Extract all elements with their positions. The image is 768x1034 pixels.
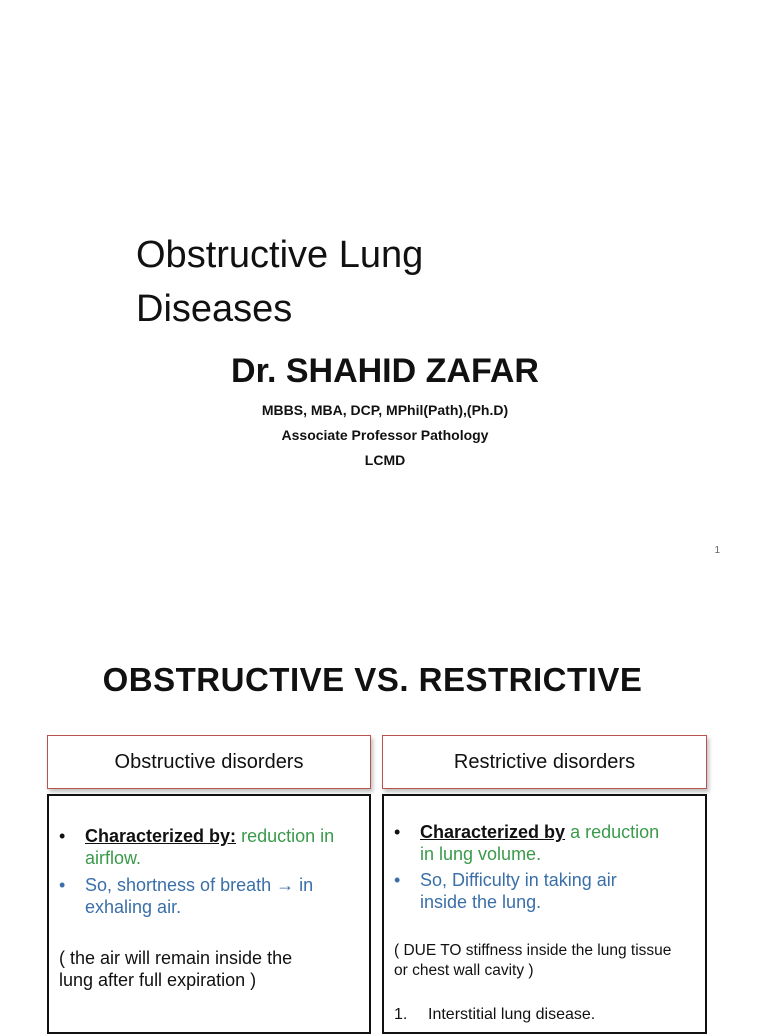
- note-line-2: lung after full expiration ): [59, 970, 257, 990]
- author-name: Dr. SHAHID ZAFAR: [231, 352, 539, 390]
- bullet-text-cont: inside the lung.: [420, 892, 542, 912]
- note-line-2: or chest wall cavity ): [394, 962, 534, 979]
- bullet-marker: •: [394, 822, 401, 842]
- characterized-text-cont: in lung volume.: [420, 844, 542, 864]
- comparison-slide: [0, 575, 768, 1024]
- bullet-text: So, Difficulty in taking air: [420, 870, 617, 890]
- credentials: MBBS, MBA, DCP, MPhil(Path),(Ph.D): [261, 402, 509, 418]
- bullet-marker: •: [59, 826, 66, 846]
- page-number: 1: [714, 545, 720, 556]
- title-line-2: Diseases: [136, 288, 293, 330]
- characterized-text: a reduction: [570, 822, 660, 842]
- bullet-marker: •: [394, 870, 401, 890]
- slide-title: [136, 228, 556, 336]
- restrictive-header-label: Restrictive disorders: [453, 750, 636, 773]
- bullet-marker: •: [59, 875, 66, 895]
- restrictive-header: [382, 735, 707, 789]
- title-line-1: Obstructive Lung: [136, 234, 424, 276]
- list-item: [394, 821, 695, 865]
- characterized-label: Characterized by:: [85, 826, 237, 846]
- bullet-text: So, shortness of breath → in: [85, 875, 314, 895]
- characterized-text-cont: airflow.: [85, 848, 142, 868]
- list-item: [394, 869, 695, 913]
- restrictive-content: [382, 794, 707, 1034]
- list-item: [59, 825, 359, 869]
- note: [394, 941, 699, 981]
- note-line-1: ( DUE TO stiffness inside the lung tissue: [394, 942, 672, 959]
- numbered-list-item: [394, 1004, 699, 1026]
- characterized-label: Characterized by: [420, 822, 566, 842]
- characterized-text: reduction in: [241, 826, 335, 846]
- list-item: [59, 874, 359, 918]
- slide-title: OBSTRUCTIVE VS. RESTRICTIVE: [102, 661, 643, 698]
- bullet-text-cont: exhaling air.: [85, 897, 182, 917]
- note-line-1: ( the air will remain inside the: [59, 948, 293, 968]
- note: [59, 947, 363, 991]
- obstructive-content: [47, 794, 371, 1034]
- position: Associate Professor Pathology: [281, 427, 489, 443]
- list-number: 1.: [394, 1006, 408, 1023]
- obstructive-header: [47, 735, 371, 789]
- obstructive-header-label: Obstructive disorders: [114, 750, 304, 773]
- list-text: Interstitial lung disease.: [428, 1006, 596, 1023]
- institution: LCMD: [364, 452, 406, 468]
